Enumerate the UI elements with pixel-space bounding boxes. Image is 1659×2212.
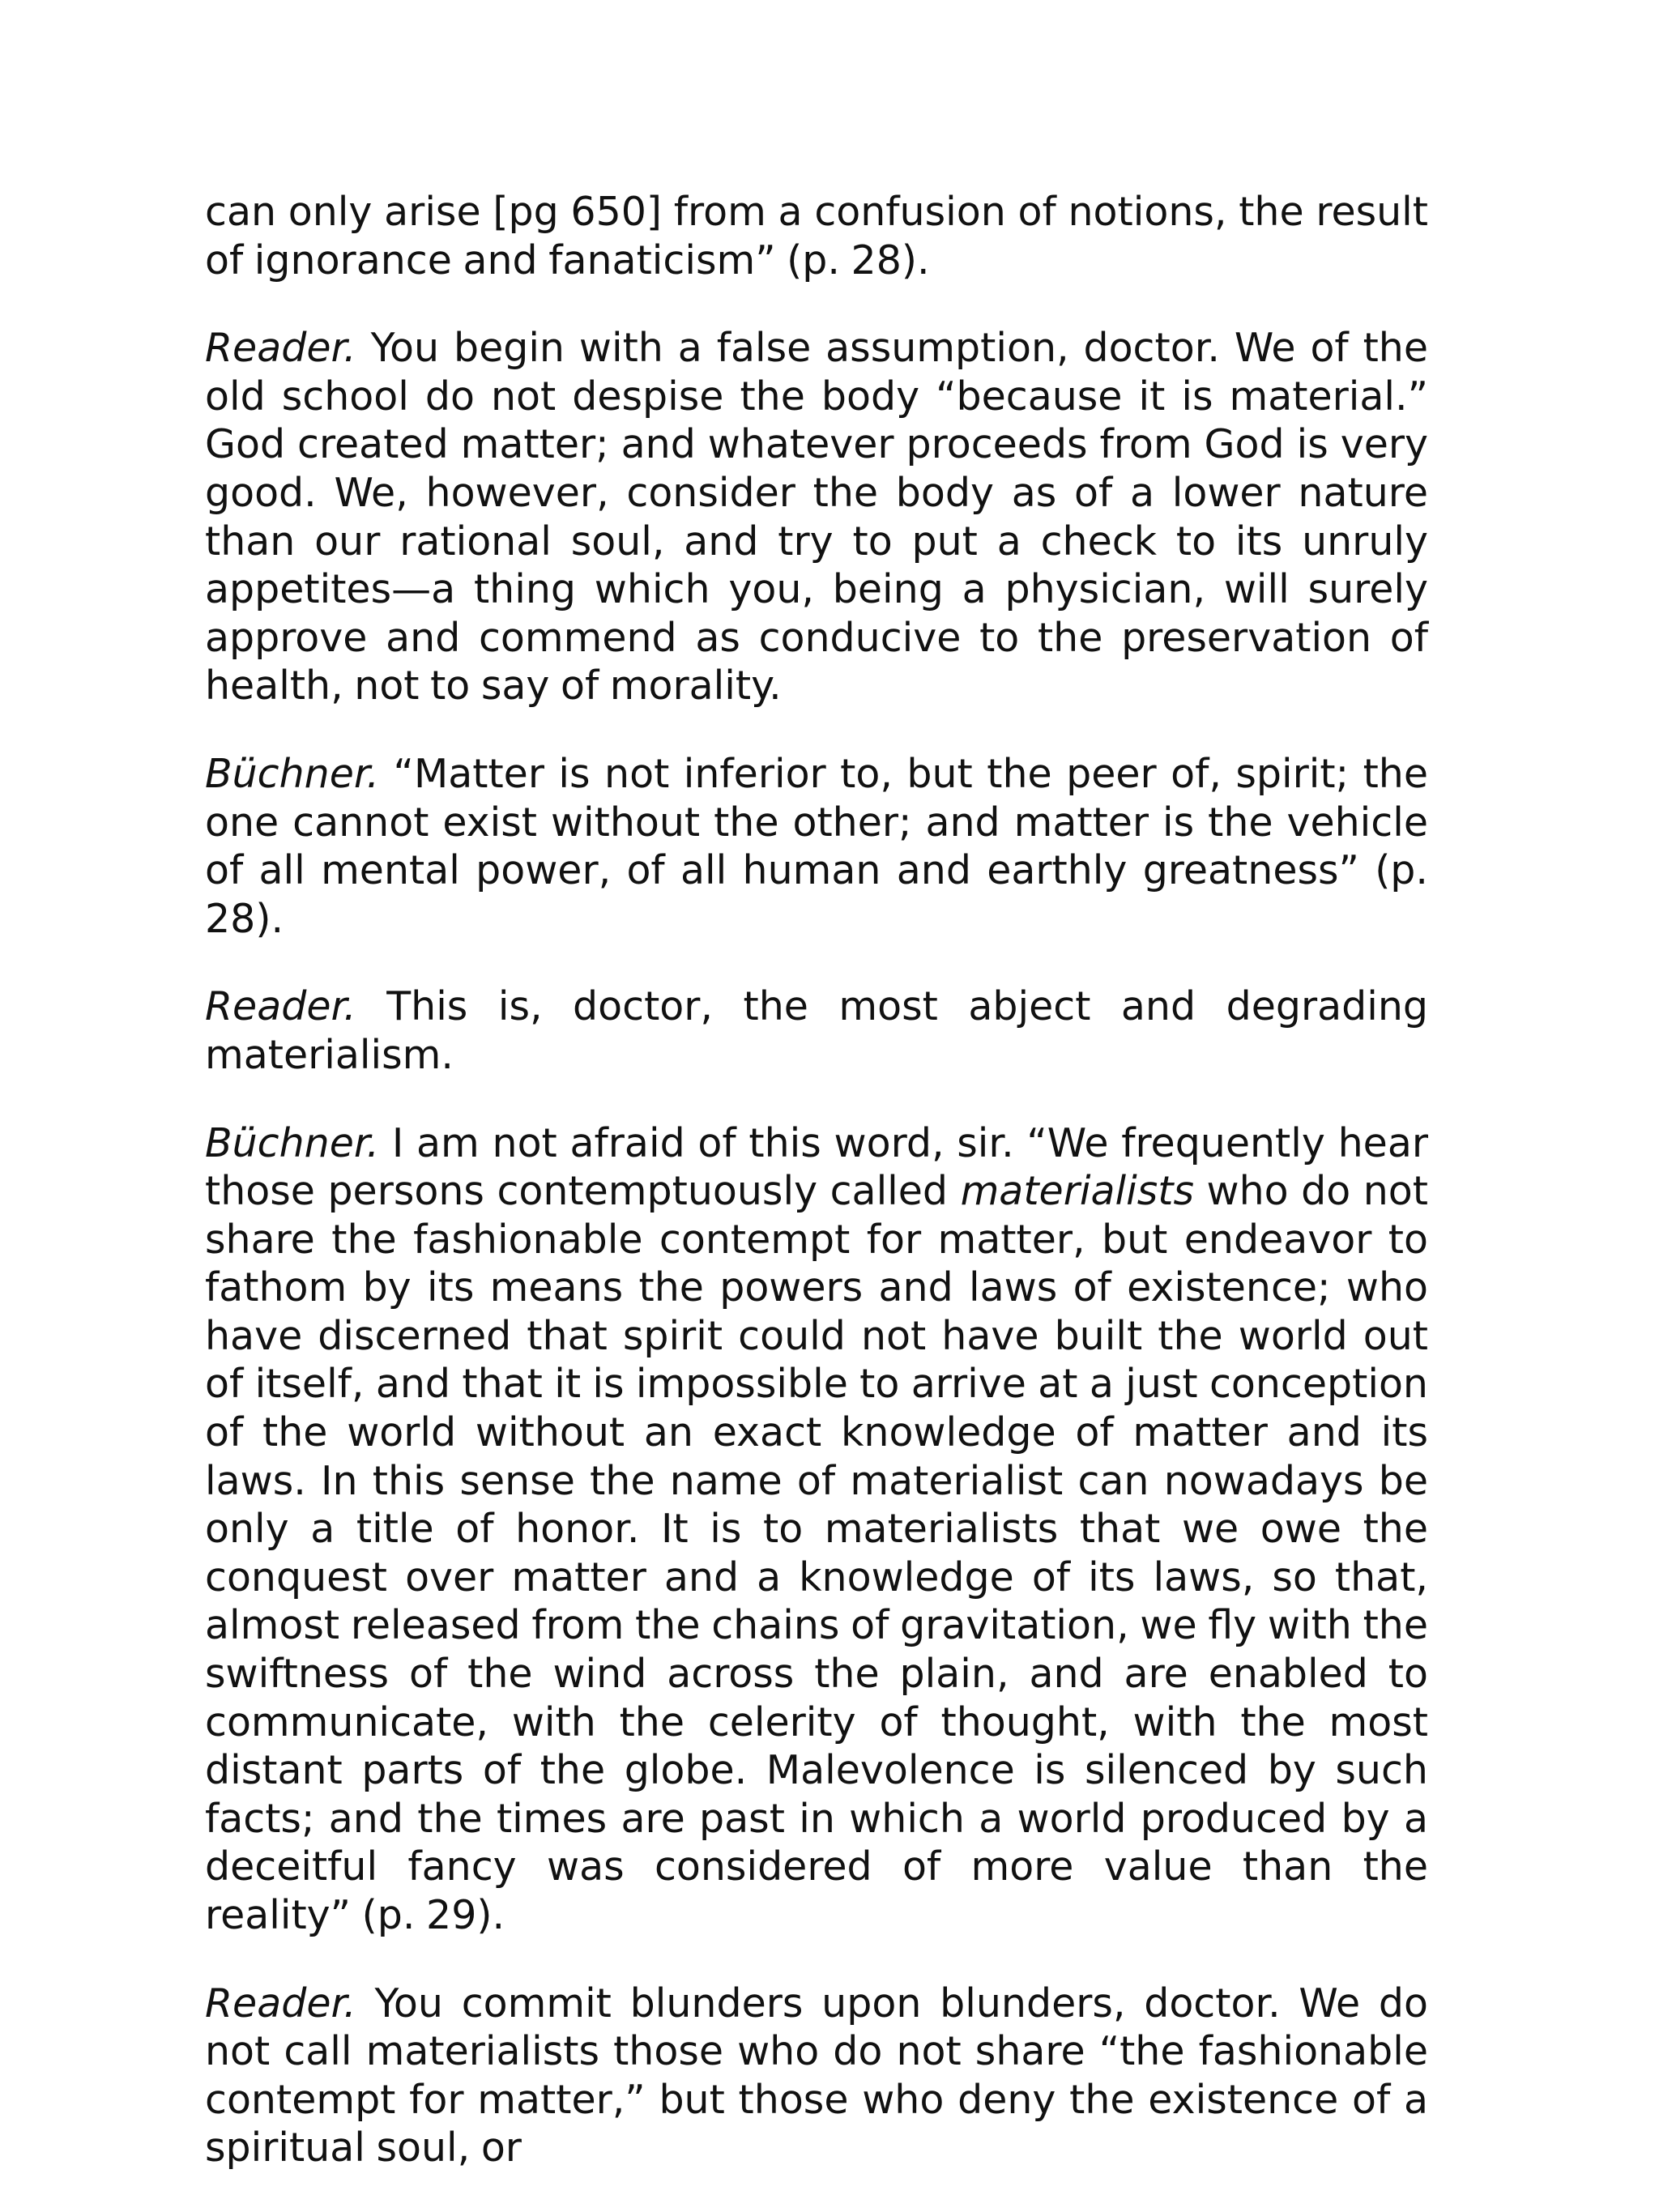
paragraph-text: You begin with a false assumption, doctor. We of the old school do not despise the body “because it is material.” God created matter; and whatever proceeds from God is very good. We, however, consider the body as of a lower nature than our rational soul, and try to put a check to its unruly appetites—a thing which you, being a physician, will surely approve and commend as conducive to the preservation of health, not to say of morality. [205,325,1428,710]
document-page [205,188,1428,2212]
paragraph-reader [205,982,1428,1079]
speaker-label: Reader. [205,983,356,1030]
paragraph-text: You commit blunders upon blunders, doctor. We do not call materialists those who do not share “the fashionable contempt for matter,” but those who deny the existence of a spiritual soul, or [205,1980,1428,2172]
paragraph-text: who do not share the fashionable contempt for matter, but endeavor to fathom by its means the powers and laws of existence; who have discerned that spirit could not have built the world out of itself, and that it is impossible to arrive at a just conception of the world without an exact knowledge of matter and its laws. In this sense the name of materialist can nowadays be only a title of honor. It is to materialists that we owe the conquest over matter and a knowledge of its laws, so that, almost released from the chains of gravitation, we fly with the swiftness of the wind across the plain, and are enabled to communicate, with the celerity of thought, with the most distant parts of the globe. Malevolence is silenced by such facts; and the times are past in which a world produced by a deceitful fancy was considered of more value than the reality” (p. 29). [205,1168,1428,1938]
paragraph-reader [205,324,1428,710]
paragraph-text: “Matter is not inferior to, but the peer of, spirit; the one cannot exist without the other; and matter is the vehicle of all mental power, of all human and earthly greatness” (p. 28). [205,750,1428,942]
paragraph-text: I am not afraid of this word, sir. “We frequently hear those persons contemptuously called [205,1119,1428,1215]
paragraph-text: This is, doctor, the most abject and degrading materialism. [205,983,1428,1078]
speaker-label: Reader. [205,325,356,372]
speaker-label: Büchner. [205,1119,380,1166]
paragraph-continuation [205,188,1428,284]
paragraph-buchner [205,750,1428,943]
emphasized-term: materialists [960,1168,1194,1215]
speaker-label: Büchner. [205,750,380,797]
paragraph-reader [205,1980,1428,2172]
paragraph-text: can only arise [pg 650] from a confusion of notions, the result of ignorance and fanaticism” (p. 28). [205,189,1428,283]
speaker-label: Reader. [205,1980,356,2027]
paragraph-buchner [205,1119,1428,1940]
